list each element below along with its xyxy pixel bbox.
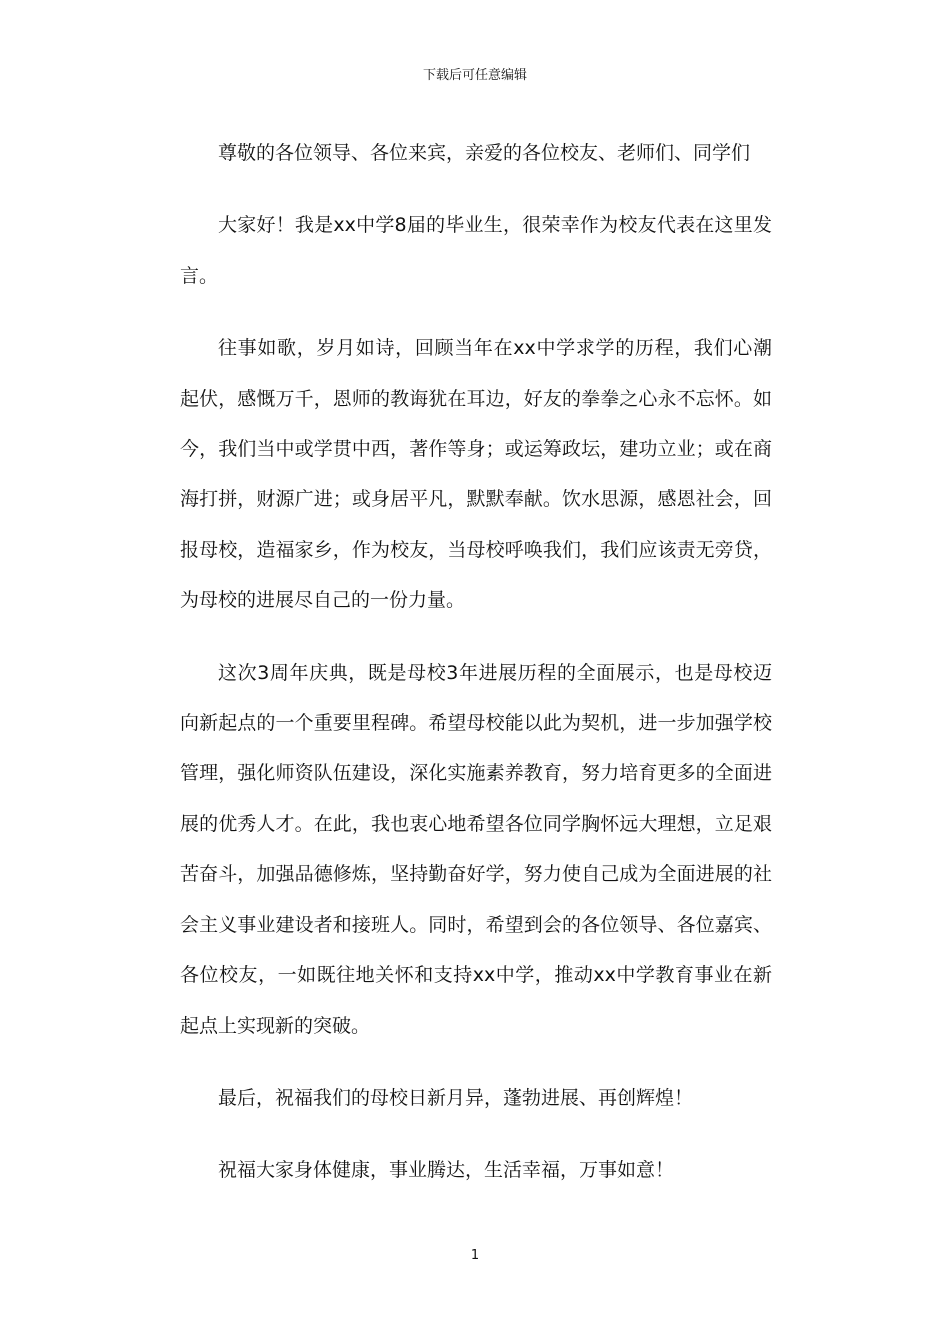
page-number: 1	[470, 1248, 480, 1263]
paragraph-salutation: 尊敬的各位领导、各位来宾，亲爱的各位校友、老师们、同学们	[218, 142, 751, 164]
document-body	[180, 128, 772, 1196]
page-header: 下载后可任意编辑	[422, 68, 527, 83]
paragraph-anniversary: 这次3周年庆典，既是母校3年进展历程的全面展示，也是母校迈向新起点的一个重要里程碑。希望母校能以此为契机，进一步加强学校管理，强化师资队伍建设，深化实施素养教育，努力培育更多的全面进展的优秀人才。在此，我也衷心地希望各位同学胸怀远大理想，立足艰苦奋斗，加强品德修炼，坚持勤奋好学，努力使自己成为全面进展的社会主义事业建设者和接班人。同时，希望到会的各位领导、各位嘉宾、各位校友，一如既往地关怀和支持xx中学，推动xx中学教育事业在新起点上实现新的突破。	[180, 661, 772, 1037]
paragraph-memories: 往事如歌，岁月如诗，回顾当年在xx中学求学的历程，我们心潮起伏，感慨万千，恩师的教诲犹在耳边，好友的拳拳之心永不忘怀。如今，我们当中或学贯中西，著作等身；或运筹政坛，建功立业；或在商海打拼，财源广进；或身居平凡，默默奉献。饮水思源，感恩社会，回报母校，造福家乡，作为校友，当母校呼唤我们，我们应该责无旁贷，为母校的进展尽自己的一份力量。	[180, 337, 772, 612]
paragraph-greeting: 大家好！我是xx中学8届的毕业生，很荣幸作为校友代表在这里发言。	[180, 214, 772, 287]
paragraph-blessing-school: 最后，祝福我们的母校日新月异，蓬勃进展、再创辉煌！	[218, 1086, 694, 1109]
paragraph-blessing-all: 祝福大家身体健康，事业腾达，生活幸福，万事如意！	[218, 1159, 675, 1182]
